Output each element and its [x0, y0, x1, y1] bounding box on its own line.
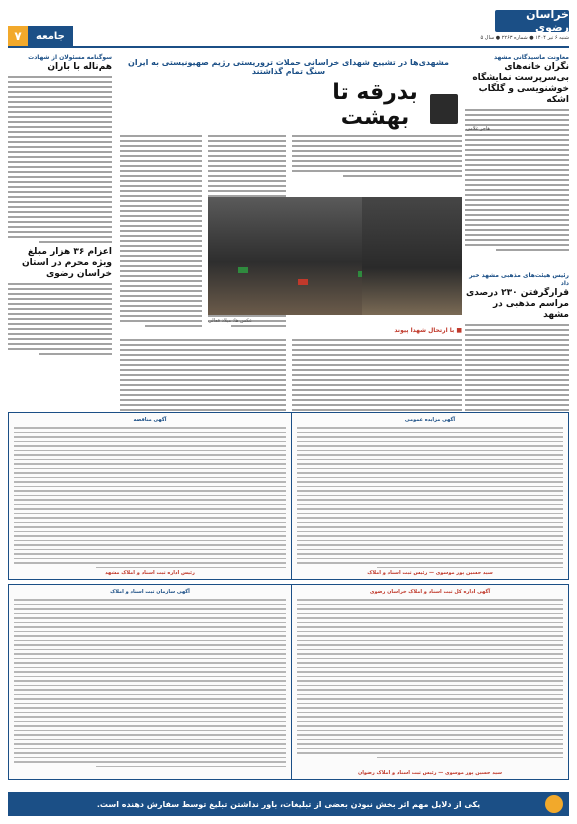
section-tab: [8, 26, 73, 46]
story-title[interactable]: بدرقه تا بهشت: [332, 80, 418, 130]
notice-land-registry[interactable]: [291, 584, 569, 780]
left-body-2: [8, 283, 112, 355]
left-headline-1[interactable]: هم‌ناله با باران: [47, 62, 112, 72]
right-headline-1[interactable]: نگران خانه‌های بی‌سرپرست نمایشگاه خوشنویسی و گلگاب اشکه: [472, 62, 569, 105]
footer-banner-text: یکی از دلایل مهم اثر بخش نبودن بعضی از تبلیغات، باور نداشتن تبلیغ توسط سفارش دهنده است.: [96, 799, 481, 809]
right-column: [465, 54, 569, 254]
left-headline-2[interactable]: اعزام ۳۶ هزار مبلغ ویژه محرم در استان خراسان رضوی: [21, 247, 112, 279]
newspaper-logo[interactable]: خراسان رضوی: [495, 10, 569, 32]
section-name: جامعه: [28, 26, 73, 46]
page-number: ۷: [8, 26, 28, 46]
ad-logo-icon: [545, 795, 563, 813]
footer-banner[interactable]: [8, 792, 569, 816]
author-photo: [430, 94, 458, 124]
notice-land-registry-signature: سید حسین پور موسوی — رئیس ثبت اسناد و املاک رضوان: [357, 770, 503, 776]
right-kicker-2: رئیس هیئت‌های مذهبی مشهد خبر داد: [469, 272, 569, 287]
left-body-1: [8, 76, 112, 243]
left-column: [8, 54, 112, 358]
notice-tender-title: آگهی مناقصه: [133, 417, 167, 423]
story-intro: [292, 132, 462, 180]
right-headline-2[interactable]: قرارگرفتن ۲۳۰ درصدی مراسم مذهبی در مشهد: [466, 288, 569, 320]
left-kicker-1: سوگنامه مسئولان از شهادت: [28, 54, 112, 61]
story-byline: هاجر غلامی: [465, 126, 490, 132]
photo-caption: عکس ها: میلاد فعالی: [208, 318, 253, 324]
right-kicker-1: معاونت ماسیدگانی مشهد: [494, 54, 569, 61]
notice-registry[interactable]: [8, 584, 292, 780]
story-col-far-left: [120, 132, 202, 330]
coffins-photo[interactable]: [362, 197, 462, 315]
notice-land-registry-title: آگهی اداره کل ثبت اسناد و املاک خراسان رضوی: [369, 589, 491, 595]
story-subhead: ■ با ارتحال شهدا پیوند: [394, 327, 462, 334]
notice-registry-title: آگهی سازمان ثبت اسناد و املاک: [110, 589, 190, 595]
issue-line: شنبه ۶ تیر ۱۴۰۴ ● شماره ۲۲۶۳ ● سال ۵: [480, 35, 569, 41]
notice-auction[interactable]: [291, 412, 569, 580]
notice-tender[interactable]: [8, 412, 292, 580]
page-header: [8, 8, 569, 48]
notice-auction-title: آگهی مزایده عمومی: [404, 417, 456, 423]
notice-tender-signature: رئیس اداره ثبت اسناد و املاک مشهد: [105, 570, 195, 576]
notice-auction-signature: سید حسین پور موسوی — رئیس ثبت اسناد و املاک: [367, 570, 493, 576]
story-supra-headline: مشهدی‌ها در تشییع شهدای خراسانی حملات تروریستی رژیم صهیونیستی به ایران سنگ تمام گذاشتند: [128, 58, 449, 76]
